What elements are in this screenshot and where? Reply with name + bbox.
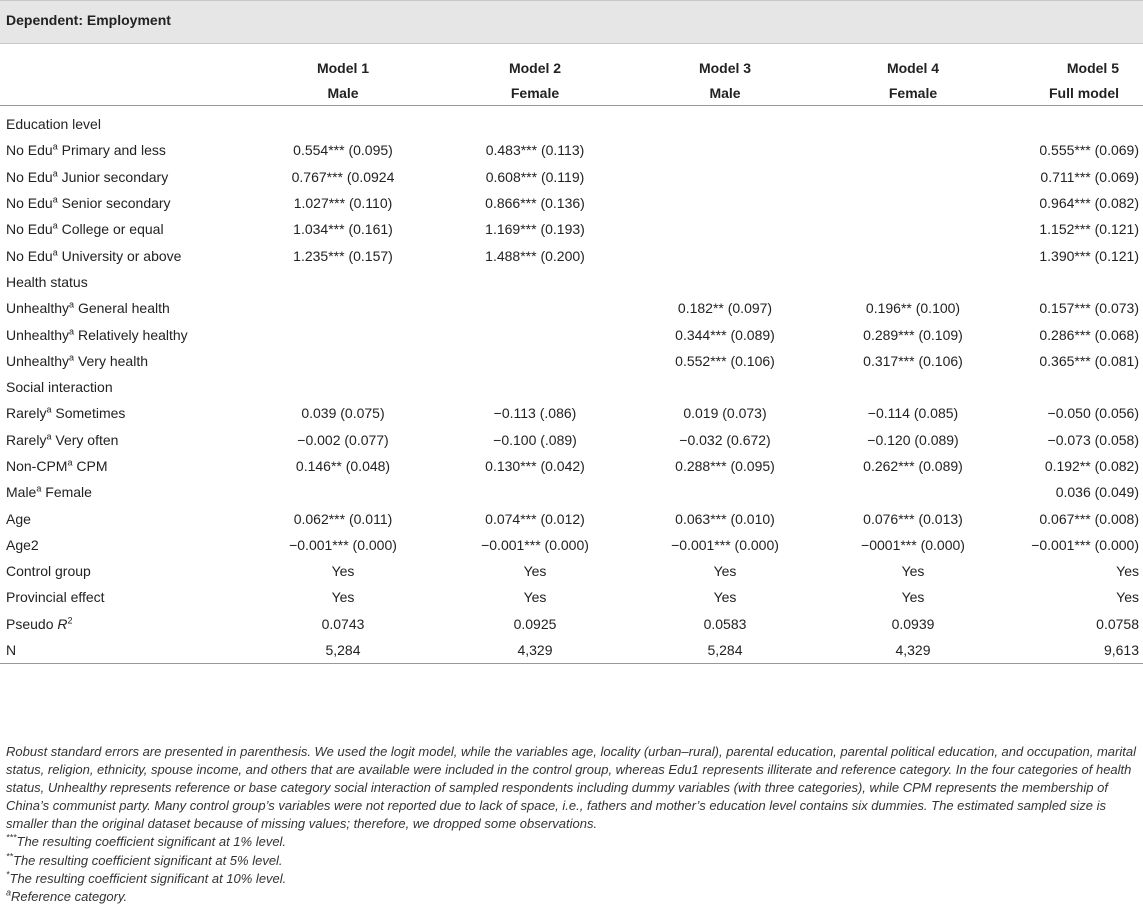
footnote: *The resulting coefficient significant at 10% level.	[6, 869, 287, 886]
row-label: No Edu$^a$ Junior secondary	[6, 168, 169, 185]
table-cell: 0.767*** (0.0924	[291, 168, 395, 185]
model-header: Model 3	[698, 59, 752, 76]
table-cell: Yes	[713, 563, 737, 580]
row-label: Pseudo $R^2$	[6, 615, 73, 632]
table-cell: 0.146** (0.048)	[295, 458, 391, 474]
footnote: Robust standard errors are presented in parenthesis. We used the logit model, while the variables age, locality (urban–rural), parental education, parental political education, and occupation, marital status, religion, ethnicity, spouse income, and others that are available were included in the control group, whereas Edu1 represents illiterate and reference category. In the four categories of health status, Unhealthy represents reference or base category social interaction of sampled respondents including dummy variables (with three categories), while CPM represents the membership of China’s communist party. Many control group’s variables were not reported due to lack of space, i.e., fathers and mother’s education level contains six dummies. The estimated sampled size is smaller than the original dataset because of missing values; therefore, we dropped some observations.	[6, 744, 1136, 832]
table-cell: 0.0583	[703, 615, 747, 632]
row-label: Male$^a$ Female	[6, 483, 92, 501]
table-footnotes	[6, 743, 1139, 906]
table-cell	[246, 111, 440, 137]
table-cell: 5,284	[630, 637, 820, 664]
table-row	[0, 269, 1143, 295]
table-cell: 0.552*** (0.106)	[675, 352, 775, 369]
table-cell: 1.235*** (0.157)	[293, 247, 393, 264]
table-cell: 0.288*** (0.095)	[675, 458, 775, 474]
table-row	[0, 216, 1143, 242]
table-cell: 0.196** (0.100)	[865, 300, 961, 317]
table-cell: 0.711*** (0.069)	[1040, 168, 1139, 185]
table-cell	[246, 321, 440, 347]
table-cell	[246, 348, 440, 374]
sample-header: Male	[630, 80, 820, 106]
table-cell: 5,284	[246, 637, 440, 664]
table-cell	[440, 479, 630, 505]
table-cell: Yes	[523, 589, 547, 606]
table-cell	[820, 242, 1006, 268]
table-cell: −0.100 (.089)	[493, 431, 577, 448]
row-label: No Edu$^a$ University or above	[6, 246, 182, 264]
table-cell: 0.076*** (0.013)	[863, 510, 963, 527]
table-cell	[820, 374, 1006, 400]
table-cell: 0.0925	[513, 615, 557, 632]
table-row	[0, 295, 1143, 321]
table-cell: 1.152*** (0.121)	[1039, 221, 1139, 238]
table-cell	[820, 111, 1006, 137]
table-cell: 0.286*** (0.068)	[1039, 326, 1139, 343]
model-header: Model 5	[1066, 59, 1119, 76]
table-row	[0, 584, 1143, 610]
table-row	[0, 453, 1143, 479]
table-cell: 0.483*** (0.113)	[485, 142, 585, 159]
table-row	[0, 242, 1143, 268]
table-cell: 0.019 (0.073)	[683, 405, 767, 422]
table-cell: Yes	[713, 589, 737, 606]
table-cell: 0.289*** (0.109)	[863, 326, 963, 343]
table-cell	[630, 479, 820, 505]
table-cell: 0.344*** (0.089)	[675, 326, 775, 343]
table-cell: 1.390*** (0.121)	[1039, 247, 1139, 264]
table-row	[0, 637, 1143, 664]
sample-header-row	[0, 80, 1143, 106]
table-row	[0, 111, 1143, 137]
table-cell	[1006, 111, 1143, 137]
table-cell: 0.192** (0.082)	[1044, 458, 1139, 474]
table-cell	[440, 295, 630, 321]
table-cell: 1.034*** (0.161)	[293, 221, 393, 238]
row-label: Rarely$^a$ Very often	[6, 431, 119, 448]
table-cell: Yes	[901, 563, 925, 580]
table-cell: −0.001*** (0.000)	[289, 536, 397, 553]
table-cell: −0.050 (0.056)	[1047, 405, 1139, 422]
table-cell: 0.608*** (0.119)	[485, 168, 585, 185]
table-cell: 1.027*** (0.110)	[293, 195, 393, 212]
table-cell: 0.866*** (0.136)	[485, 195, 585, 212]
table-cell: 1.169*** (0.193)	[485, 221, 585, 238]
table-cell: 0.262*** (0.089)	[863, 458, 963, 474]
row-label: Age2	[6, 536, 39, 553]
table-cell: 9,613	[1006, 637, 1143, 664]
table-cell: 0.555*** (0.069)	[1039, 142, 1139, 159]
table-cell: 0.0939	[891, 615, 935, 632]
table-cell	[820, 137, 1006, 163]
table-cell	[630, 190, 820, 216]
row-label: Control group	[6, 563, 91, 580]
table-cell	[820, 190, 1006, 216]
table-cell: Yes	[901, 589, 925, 606]
table-row	[0, 321, 1143, 347]
table-header-band	[0, 0, 1143, 44]
table-row	[0, 137, 1143, 163]
row-label: Provincial effect	[6, 589, 105, 606]
sample-header: Male	[246, 80, 440, 106]
table-row	[0, 611, 1143, 637]
table-cell	[630, 216, 820, 242]
table-cell	[1006, 269, 1143, 295]
regression-table	[0, 45, 1143, 664]
footnote: **The resulting coefficient significant at 5% level.	[6, 851, 283, 868]
table-cell: Yes	[1116, 589, 1139, 606]
table-cell	[246, 374, 440, 400]
table-cell: 4,329	[820, 637, 1006, 664]
table-cell: 0.0743	[321, 615, 365, 632]
row-label: Unhealthy$^a$ Very health	[6, 352, 148, 369]
table-cell: 0.0758	[1096, 615, 1139, 632]
table-cell: −0.032 (0.672)	[679, 431, 771, 448]
row-label: No Edu$^a$ College or equal	[6, 220, 164, 238]
row-label: Non-CPM$^a$ CPM	[6, 457, 108, 474]
table-cell: 0.554*** (0.095)	[293, 142, 393, 159]
row-label: No Edu$^a$ Primary and less	[6, 141, 166, 159]
table-cell	[246, 479, 440, 505]
sample-header: Female	[440, 80, 630, 106]
table-cell	[440, 321, 630, 347]
table-cell: 0.157*** (0.073)	[1039, 300, 1139, 317]
table-cell: 0.074*** (0.012)	[485, 510, 585, 527]
table-cell	[1006, 374, 1143, 400]
table-cell	[820, 216, 1006, 242]
table-cell: −0.113 (.086)	[493, 405, 577, 422]
table-cell	[630, 111, 820, 137]
table-row	[0, 400, 1143, 426]
table-cell	[440, 348, 630, 374]
table-cell: Yes	[331, 563, 355, 580]
model-header: Model 2	[508, 59, 562, 76]
table-cell: Yes	[331, 589, 355, 606]
model-header: Model 4	[886, 59, 940, 76]
table-cell	[440, 374, 630, 400]
table-cell	[630, 374, 820, 400]
table-cell	[630, 164, 820, 190]
table-cell: 0.036 (0.049)	[1055, 484, 1139, 501]
table-cell: 0.062*** (0.011)	[293, 510, 393, 527]
table-row	[0, 348, 1143, 374]
table-row	[0, 558, 1143, 584]
footnote: $^a$Reference category.	[6, 887, 128, 904]
table-cell	[440, 111, 630, 137]
table-cell: −0.001*** (0.000)	[1031, 536, 1139, 553]
sample-header: Female	[820, 80, 1006, 106]
row-label: Rarely$^a$ Sometimes	[6, 404, 126, 422]
table-row	[0, 190, 1143, 216]
row-label: Health status	[6, 273, 88, 290]
table-cell: Yes	[523, 563, 547, 580]
table-cell	[630, 242, 820, 268]
table-title: Dependent: Employment	[6, 12, 171, 28]
table-cell: 0.317*** (0.106)	[863, 352, 963, 369]
table-row	[0, 479, 1143, 505]
table-cell	[630, 137, 820, 163]
table-cell: 1.488*** (0.200)	[485, 247, 585, 264]
footnote: ***The resulting coefficient significant at 1% level.	[6, 833, 287, 850]
table-cell: 4,329	[440, 637, 630, 664]
table-cell: 0.182** (0.097)	[677, 300, 773, 317]
table-row	[0, 532, 1143, 558]
model-header-row	[0, 55, 1143, 80]
row-label: Unhealthy$^a$ Relatively healthy	[6, 325, 188, 343]
row-label: Unhealthy$^a$ General health	[6, 299, 170, 317]
table-cell: 0.063*** (0.010)	[675, 510, 775, 527]
row-label: Education level	[6, 116, 101, 133]
table-cell: −0.001*** (0.000)	[481, 536, 589, 553]
table-cell: −0.073 (0.058)	[1047, 431, 1139, 448]
table-row	[0, 164, 1143, 190]
table-cell: Yes	[1116, 563, 1139, 580]
table-row	[0, 505, 1143, 531]
table-cell: −0001*** (0.000)	[861, 536, 965, 553]
table-cell	[440, 269, 630, 295]
row-label: N	[0, 637, 246, 664]
table-row	[0, 374, 1143, 400]
model-header: Model 1	[316, 59, 370, 76]
table-cell: −0.002 (0.077)	[297, 431, 389, 448]
row-label: Age	[6, 510, 31, 527]
table-cell	[820, 479, 1006, 505]
table-row	[0, 427, 1143, 453]
table-cell: −0.114 (0.085)	[867, 405, 959, 422]
table-cell: 0.964*** (0.082)	[1039, 195, 1139, 212]
table-cell	[820, 269, 1006, 295]
table-cell: 0.130*** (0.042)	[485, 458, 585, 474]
table-cell: −0.120 (0.089)	[867, 431, 959, 448]
table-cell: 0.039 (0.075)	[301, 405, 385, 422]
table-body	[0, 111, 1143, 664]
table-cell: 0.365*** (0.081)	[1039, 352, 1139, 369]
table-cell	[630, 269, 820, 295]
table-cell	[246, 269, 440, 295]
table-cell: −0.001*** (0.000)	[671, 536, 779, 553]
sample-header: Full model	[1006, 80, 1143, 106]
table-cell	[820, 164, 1006, 190]
row-label: No Edu$^a$ Senior secondary	[6, 194, 171, 212]
row-label: Social interaction	[6, 379, 113, 396]
table-cell: 0.067*** (0.008)	[1039, 510, 1139, 527]
table-cell	[246, 295, 440, 321]
